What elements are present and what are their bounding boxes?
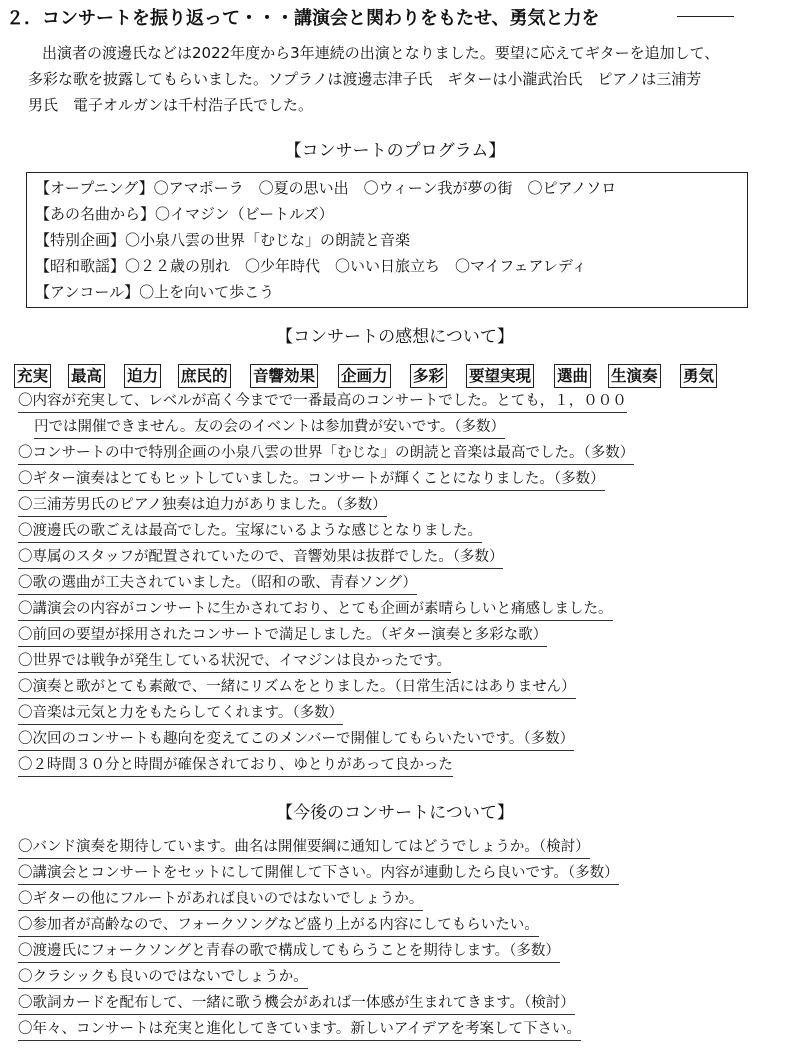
future-line: 〇参加者が高齢なので、フォークソングなど盛り上がる内容にしてもらいたい。: [18, 916, 539, 937]
keyword-badge: 庶民的: [178, 364, 231, 388]
future-line: 〇バンド演奏を期待しています。曲名は開催要綱に通知してはどうでしょうか。（検討）: [18, 838, 590, 859]
future-line: 〇渡邊氏にフォークソングと青春の歌で構成してもらうことを期待します。（多数）: [18, 942, 560, 963]
program-row-special: 【特別企画】〇小泉八雲の世界「むじな」の朗読と音楽: [35, 231, 411, 249]
keyword-badge: 迫力: [124, 364, 161, 388]
impression-line: 〇渡邊氏の歌ごえは最高でした。宝塚にいるような感じとなりました。: [18, 522, 482, 543]
keyword-badge: 要望実現: [466, 364, 534, 388]
keyword-badge: 選曲: [554, 364, 591, 388]
impression-line: 〇講演会の内容がコンサートに生かされており、とても企画が素晴らしいと痛感しました。: [18, 600, 613, 621]
program-row-opening: 【オープニング】〇アマポーラ 〇夏の思い出 〇ウィーン我が夢の街 〇ピアノソロ: [35, 179, 617, 197]
program-row-showa: 【昭和歌謡】〇２２歳の別れ 〇少年時代 〇いい日旅立ち 〇マイフェアレディ: [35, 257, 587, 275]
future-line: 〇年々、コンサートは充実と進化してきています。新しいアイデアを考案して下さい。: [18, 1020, 581, 1041]
impression-line: 〇内容が充実して、レベルが高く今までで一番最高のコンサートでした。とても，１，０００: [18, 392, 627, 413]
program-box: [26, 172, 748, 308]
keyword-badge: 多彩: [410, 364, 447, 388]
keyword-badge: 最高: [68, 364, 105, 388]
impression-line: 〇専属のスタッフが配置されていたので、音響効果は抜群でした。（多数）: [18, 548, 503, 569]
impression-line: 〇前回の要望が採用されたコンサートで満足しました。（ギター演奏と多彩な歌）: [18, 626, 547, 647]
future-line: 〇歌詞カードを配布して、一緒に歌う機会があれば一体感が生まれてきます。（検討）: [18, 994, 575, 1015]
keyword-badge: 企画力: [338, 364, 391, 388]
section-title: ２．コンサートを振り返って・・・講演会と関わりをもたせ、勇気と力を: [6, 8, 600, 29]
program-heading: 【コンサートのプログラム】: [284, 141, 506, 161]
keyword-badge: 勇気: [680, 364, 717, 388]
program-row-encore: 【アンコール】〇上を向いて歩こう: [35, 283, 275, 301]
impression-line: 〇コンサートの中で特別企画の小泉八雲の世界「むじな」の朗読と音楽は最高でした。（多数）: [18, 444, 634, 465]
impression-line: 円では開催できません。友の会のイベントは参加費が安いです。（多数）: [34, 418, 505, 439]
impression-line: 〇三浦芳男氏のピアノ独奏は迫力がありました。（多数）: [18, 496, 387, 517]
keyword-list: [14, 364, 784, 390]
keyword-badge: 充実: [14, 364, 51, 388]
impression-line: 〇音楽は元気と力をもたらしてくれます。（多数）: [18, 704, 343, 725]
impression-line: 〇２時間３０分と時間が確保されており、ゆとりがあって良かった: [18, 756, 453, 777]
intro-line: 男氏 電子オルガンは千村浩子氏でした。: [28, 96, 314, 114]
future-line: 〇講演会とコンサートをセットにして開催して下さい。内容が連動したら良いです。（多数）: [18, 864, 619, 885]
impression-line: 〇世界では戦争が発生している状況で、イマジンは良かったです。: [18, 652, 451, 673]
intro-paragraph: [28, 40, 768, 118]
impressions-heading: 【コンサートの感想について】: [276, 327, 514, 347]
impression-line: 〇演奏と歌がとても素敵で、一緒にリズムをとりました。（日常生活にはありません）: [18, 678, 576, 699]
intro-line: 多彩な歌を披露してもらいました。ソプラノは渡邊志津子氏 ギターは小瀧武治氏 ピアノは三浦芳: [28, 70, 702, 88]
keyword-badge: 生演奏: [608, 364, 661, 388]
future-line: 〇クラシックも良いのではないでしょうか。: [18, 968, 308, 989]
impression-line: 〇ギター演奏はとてもヒットしていました。コンサートが輝くことになりました。（多数）: [18, 470, 605, 491]
impression-line: 〇次回のコンサートも趣向を変えてこのメンバーで開催してもらいたいです。（多数）: [18, 730, 574, 751]
future-heading: 【今後のコンサートについて】: [276, 803, 514, 823]
keyword-badge: 音響効果: [250, 364, 318, 388]
section-title-rule: [677, 16, 734, 17]
program-row-classic: 【あの名曲から】〇イマジン（ビートルズ）: [35, 205, 334, 223]
intro-line: 出演者の渡邊氏などは2022年度から3年連続の出演となりました。要望に応えてギターを追加して、: [42, 44, 720, 62]
future-line: 〇ギターの他にフルートがあれば良いのではないでしょうか。: [18, 890, 423, 911]
impression-line: 〇歌の選曲が工夫されていました。（昭和の歌、青春ソング）: [18, 574, 417, 595]
